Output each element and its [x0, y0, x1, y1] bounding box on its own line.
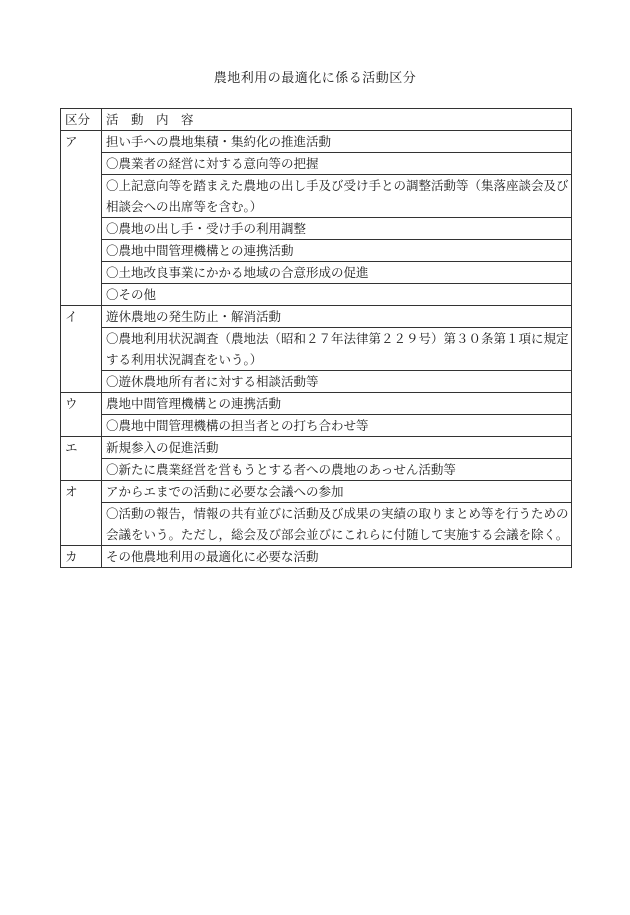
section-item-row: [61, 503, 572, 546]
section-heading-row: [61, 131, 572, 153]
section-item: 〇新たに農業経営を営もうとする者への農地のあっせん活動等: [102, 459, 572, 481]
section-heading: 農地中間管理機構との連携活動: [102, 393, 572, 415]
section-item: 〇遊休農地所有者に対する相談活動等: [102, 371, 572, 393]
header-code: 区分: [61, 109, 102, 131]
section-item-row: [61, 262, 572, 284]
section-item: 〇その他: [102, 284, 572, 306]
section-heading: その他農地利用の最適化に必要な活動: [102, 546, 572, 568]
section-heading-row: [61, 546, 572, 568]
section-item: 〇土地改良事業にかかる地域の合意形成の促進: [102, 262, 572, 284]
section-item-row: [61, 371, 572, 393]
section-heading-row: [61, 481, 572, 503]
section-item-row: [61, 284, 572, 306]
section-heading-row: [61, 306, 572, 328]
section-code: イ: [61, 306, 102, 393]
section-item: 〇活動の報告，情報の共有並びに活動及び成果の実績の取りまとめ等を行うための会議をいう。ただし，総会及び部会並びにこれらに付随して実施する会議を除く。: [102, 503, 572, 546]
section-heading-row: [61, 393, 572, 415]
header-content: 活 動 内 容: [102, 109, 572, 131]
section-code: ア: [61, 131, 102, 306]
page-title: 農地利用の最適化に係る活動区分: [213, 71, 417, 86]
section-code: エ: [61, 437, 102, 481]
section-item-row: [61, 459, 572, 481]
section-code: カ: [61, 546, 102, 568]
section-item: 〇上記意向等を踏まえた農地の出し手及び受け手との調整活動等（集落座談会及び相談会への出席等を含む。）: [102, 175, 572, 218]
section-item-row: [61, 175, 572, 218]
section-heading: 担い手への農地集積・集約化の推進活動: [102, 131, 572, 153]
section-item-row: [61, 218, 572, 240]
activity-table: [60, 108, 572, 568]
section-heading-row: [61, 437, 572, 459]
section-item: 〇農地中間管理機構の担当者との打ち合わせ等: [102, 415, 572, 437]
section-item: 〇農地中間管理機構との連携活動: [102, 240, 572, 262]
table-body: [61, 131, 572, 568]
section-heading: アからエまでの活動に必要な会議への参加: [102, 481, 572, 503]
section-item: 〇農業者の経営に対する意向等の把握: [102, 153, 572, 175]
section-item-row: [61, 415, 572, 437]
section-item: 〇農地の出し手・受け手の利用調整: [102, 218, 572, 240]
section-item-row: [61, 240, 572, 262]
section-heading: 遊休農地の発生防止・解消活動: [102, 306, 572, 328]
section-heading: 新規参入の促進活動: [102, 437, 572, 459]
section-code: ウ: [61, 393, 102, 437]
section-item-row: [61, 153, 572, 175]
table-header-row: [61, 109, 572, 131]
section-item: 〇農地利用状況調査（農地法（昭和２７年法律第２２９号）第３０条第１項に規定する利用状況調査をいう。）: [102, 328, 572, 371]
section-item-row: [61, 328, 572, 371]
section-code: オ: [61, 481, 102, 546]
